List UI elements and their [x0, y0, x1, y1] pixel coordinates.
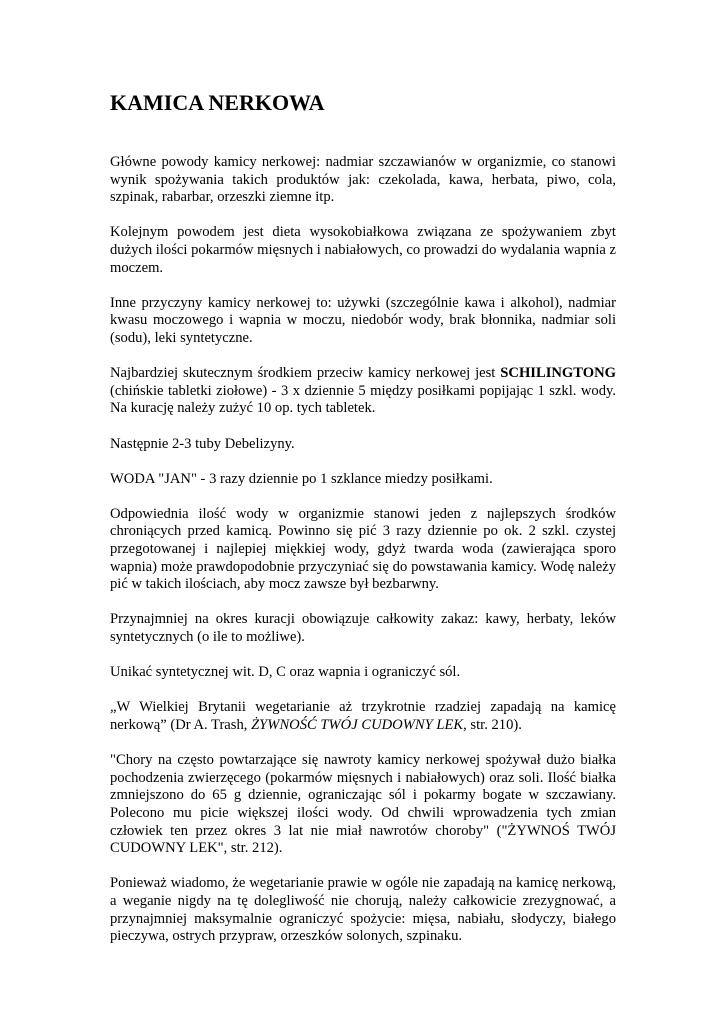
document-page [110, 88, 616, 963]
paragraph-protein-diet: Kolejnym powodem jest dieta wysokobiałkowa związana ze spożywaniem zbyt dużych ilości pokarmów mięsnych i nabiałowych, co prowadzi do wydalania wapnia z moczem. [110, 224, 616, 276]
treatment-text-before: Najbardziej skutecznym środkiem przeciw kamicy nerkowej jest [110, 365, 501, 382]
treatment-text-after: (chińskie tabletki ziołowe) - 3 x dziennie 5 między posiłkami popijając 1 szkl. wody. Na kurację należy zużyć 10 op. tych tabletek. [110, 382, 616, 417]
paragraph-other-causes: Inne przyczyny kamicy nerkowej to: używki (szczególnie kawa i alkohol), nadmiar kwasu moczowego i wapnia w moczu, niedobór wody, brak błonnika, nadmiar soli (sodu), leki syntetyczne. [110, 294, 616, 346]
quote-text-before: „W Wielkiej Brytanii wegetarianie aż trzykrotnie rzadziej zapadają na kamicę nerkową” (Dr A. Trash, [110, 699, 616, 733]
document-title: KAMICA NERKOWA [110, 90, 325, 115]
paragraph-quote-britain [110, 699, 616, 734]
paragraph-main-causes: Główne powody kamicy nerkowej: nadmiar szczawianów w organizmie, co stanowi wynik spożywania takich produktów jak: czekolada, kawa, herbata, piwo, cola, szpinak, rabarbar, orzeszki ziemne itp. [110, 154, 616, 206]
paragraph-case-study: "Chory na często powtarzające się nawroty kamicy nerkowej spożywał dużo białka pochodzenia zwierzęcego (pokarmów mięsnych i nabiałowych) oraz soli. Ilość białka zmniejszono do 65 g dziennie, ograniczając sól i pokarmy bogate w szczawiany. Polecono mu picie większej ilości wody. Od chwili wprowadzenia tych zmian człowiek ten przez okres 3 lat nie miał nawrotów choroby" ("ŻYWNOŚ TWÓJ CUDOWNY LEK", str. 212). [110, 752, 616, 857]
paragraph-conclusion: Ponieważ wiadomo, że wegetarianie prawie w ogóle nie zapadają na kamicę nerkową, a weganie nigdy na tę dolegliwość nie chorują, należy całkowicie zrezygnować, a przynajmniej maksymalnie ograniczyć spożycie: mięsa, nabiału, słodyczy, białego pieczywa, ostrych przypraw, orzeszków solonych, szpinaku. [110, 875, 616, 945]
treatment-product-name: SCHILINGTONG [500, 365, 616, 382]
paragraph-debelizyna: Następnie 2-3 tuby Debelizyny. [110, 435, 295, 452]
quote-text-after: , str. 210). [463, 717, 522, 733]
quote-book-title: ŻYWNOŚĆ TWÓJ CUDOWNY LEK [251, 717, 464, 733]
paragraph-avoid-vitamins: Unikać syntetycznej wit. D, C oraz wapnia i ograniczyć sól. [110, 664, 461, 681]
paragraph-treatment [110, 365, 616, 418]
paragraph-prohibition: Przynajmniej na okres kuracji obowiązuje całkowity zakaz: kawy, herbaty, leków syntetycznych (o ile to możliwe). [110, 611, 616, 646]
paragraph-water-jan: WODA "JAN" - 3 razy dziennie po 1 szklance miedzy posiłkami. [110, 470, 493, 487]
paragraph-water-intake: Odpowiednia ilość wody w organizmie stanowi jeden z najlepszych środków chroniących przed kamicą. Powinno się pić 3 razy dziennie po ok. 2 szkl. czystej przegotowanej i najlepiej miękkiej wody, gdyż twarda woda (zawierająca sporo wapnia) może prawdopodobnie przyczyniać się do powstawania kamicy. Wodę należy pić w takich ilościach, aby mocz zawsze był bezbarwny. [110, 505, 616, 593]
